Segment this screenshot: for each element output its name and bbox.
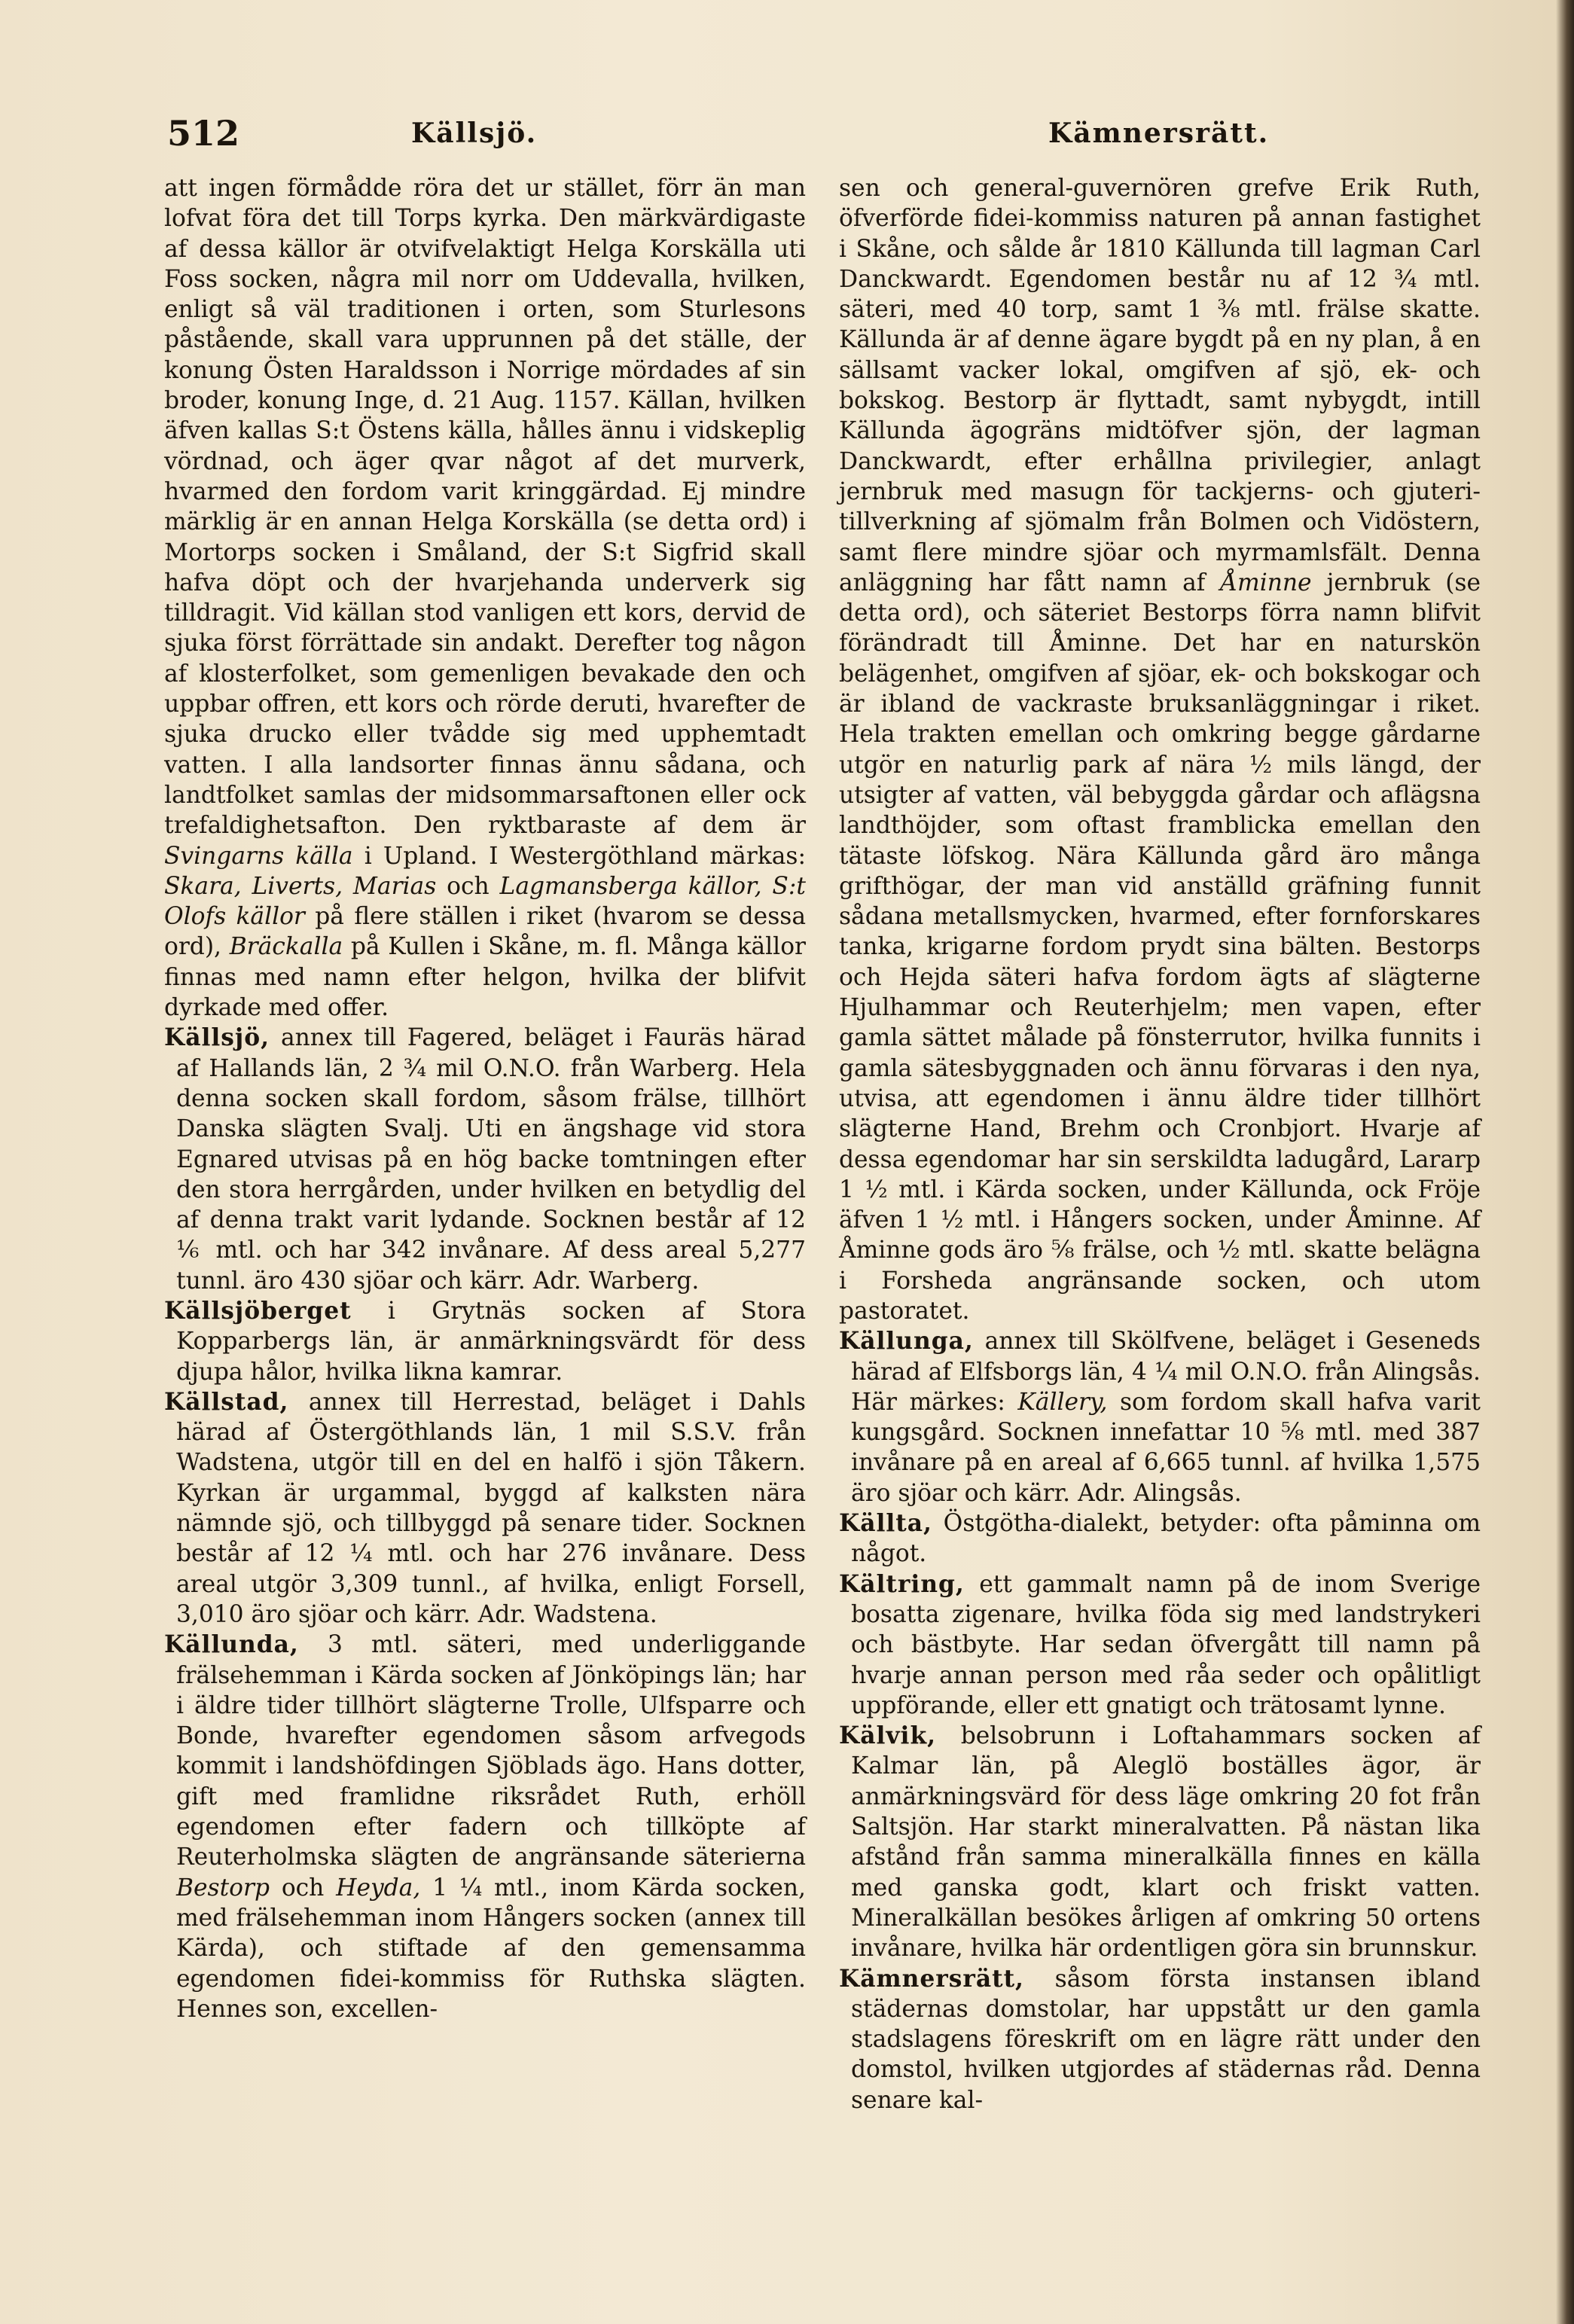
entry-text: och	[270, 1874, 337, 1902]
entry-text: och	[436, 872, 500, 900]
italic-term: Bräckalla	[229, 933, 343, 961]
dictionary-entry	[164, 1296, 806, 1387]
left-column	[164, 173, 806, 2024]
entry-text: på flere ställen i riket (hvarom se dessa ord),	[164, 903, 806, 961]
dictionary-entry	[839, 1508, 1481, 1569]
entry-headword: Källta,	[839, 1510, 932, 1538]
dictionary-entry	[839, 1569, 1481, 1721]
entry-text: 1 ¼ mtl., inom Kärda socken, med frälsehemman inom Hångers socken (annex till Kärda), och stiftade af den gemensamma egendomen fidei-kommiss för Ruthska slägten. Hennes son, excellen-	[176, 1874, 806, 2023]
right-column	[839, 173, 1481, 2115]
entry-text: såsom första instansen ibland städernas domstolar, har uppstått ur den gamla stadslagens föreskrift om en lägre rätt under den domstol, hvilken utgjordes af städernas råd. Denna senare kal-	[851, 1965, 1481, 2114]
italic-term: Lagmansberga källor, S:t Olofs källor	[164, 872, 806, 931]
entry-headword: Källstad,	[164, 1388, 289, 1416]
entry-headword: Källunga,	[839, 1328, 974, 1356]
entry-text: annex till Skölfvene, beläget i Geseneds härad af Elfsborgs län, 4 ¼ mil O.N.O. från Alingsås. Här märkes:	[851, 1328, 1481, 1416]
entry-text: på Kullen i Skåne, m. fl. Många källor finnas med namn efter helgon, hvilka der blifvit dyrkade med offer.	[164, 933, 806, 1022]
entry-headword: Kälvik,	[839, 1722, 937, 1750]
italic-term: Heyda,	[336, 1874, 421, 1902]
italic-term: Skara, Liverts, Marias	[164, 872, 437, 900]
entry-text: att ingen förmådde röra det ur stället, förr än man lofvat föra det till Torps kyrka. Den märkvärdigaste af dessa källor är otvifvelaktigt Helga Korskälla uti Foss socken, några mil norr om Uddevalla, hvilken, enligt så väl traditionen i orten, som Sturlesons påstående, skall vara upprunnen på det ställe, der konung Östen Haraldsson i Norrige mördades af sin broder, konung Inge, d. 21 Aug. 1157. Källan, hvilken äfven kallas S:t Östens källa, hålles ännu i vidskeplig vördnad, och äger qvar något af det murverk, hvarmed den fordom varit kringgärdad. Ej mindre märklig är en annan Helga Korskälla (se detta ord) i Mortorps socken i Småland, der S:t Sigfrid skall hafva döpt och der hvarjehanda underverk sig tilldragit. Vid källan stod vanligen ett kors, dervid de sjuka först förrättade sin andakt. Derefter tog någon af klosterfolket, som gemenligen bevakade den och uppbar offren, ett kors och rörde deruti, hvarefter de sjuka drucko eller tvådde sig med upphemtadt vatten. I alla landsorter finnas ännu sådana, och landtfolket samlas der midsommarsaftonen eller ock trefaldighetsafton. Den ryktbaraste af dem är	[164, 175, 806, 840]
entry-text: 3 mtl. säteri, med underliggande frälsehemman i Kärda socken af Jönköpings län; har i äldre tider tillhört slägterne Trolle, Ulfsparre och Bonde, hvarefter egendomen såsom arfvegods kommit i landshöfdingen Sjöblads ägo. Hans dotter, gift med framlidne riksrådet Ruth, erhöll egendomen efter fadern och tillköpte af Reuterholmska slägten de angränsande säterierna	[176, 1631, 806, 1871]
continued-paragraph	[164, 173, 806, 1023]
entry-text: jernbruk (se detta ord), och säteriet Bestorps förra namn blifvit förändradt till Åminne. Det har en naturskön belägenhet, omgifven af sjöar, ek- och bokskogar och är ibland de vackraste bruksanläggningar i riket. Hela trakten emellan och omkring begge gårdarne utgör en naturlig park af nära ½ mils längd, der utsigter af vatten, väl bebyggda gårdar och aflägsna landthöjder, som oftast framblicka emellan den tätaste löfskog. Nära Källunda gård äro många grifthögar, der man vid anställd gräfning funnit sådana metallsmycken, hvarmed, efter fornforskares tanka, krigarne fordom prydt sina bälten. Bestorps och Hejda säteri hafva fordom ägts af slägterne Hjulhammar och Reuterhjelm; men vapen, efter gamla sättet målade på fönsterrutor, hvilka funnits i gamla sätesbyggnaden och ännu förvaras i den nya, utvisa, att egendomen i ännu äldre tider tillhört slägterne Hand, Brehm och Cronbjort. Hvarje af dessa egendomar har sin serskildta ladugård, Lararp 1 ½ mtl. i Kärda socken, under Källunda, ock Fröje äfven 1 ½ mtl. i Hångers socken, under Åminne. Af Åminne gods äro ⅝ frälse, och ½ mtl. skatte belägna i Forsheda angränsande socken, och utom pastoratet.	[839, 569, 1481, 1325]
italic-term: Svingarns källa	[164, 842, 353, 870]
entry-headword: Källsjöberget	[164, 1297, 352, 1325]
right-catchword: Kämnersrätt.	[1048, 117, 1270, 149]
entry-headword: Kältring,	[839, 1570, 965, 1598]
entry-text: som fordom skall hafva varit kungsgård. Socknen innefattar 10 ⅝ mtl. med 387 invånare på en areal af 6,665 tunnl. af hvilka 1,575 äro sjöar och kärr. Adr. Alingsås.	[851, 1388, 1481, 1507]
page-number: 512	[167, 113, 240, 154]
entry-headword: Kämnersrätt,	[839, 1965, 1024, 1993]
entry-text: annex till Herrestad, beläget i Dahls härad af Östergöthlands län, 1 mil S.S.V. från Wadstena, utgör till en del en halfö i sjön Tåkern. Kyrkan är urgammal, byggd af kalksten nära nämnde sjö, och tillbyggd på senare tider. Socknen består af 12 ¼ mtl. och har 276 invånare. Dess areal utgör 3,309 tunnl., af hvilka, enligt Forsell, 3,010 äro sjöar och kärr. Adr. Wadstena.	[176, 1388, 806, 1628]
dictionary-entry	[164, 1387, 806, 1630]
continued-paragraph	[839, 173, 1481, 1326]
dictionary-entry	[164, 1630, 806, 2024]
entry-text: belsobrunn i Loftahammars socken af Kalmar län, på Aleglö boställes ägor, är anmärkningsvärd för dess läge omkring 20 fot från Saltsjön. Har starkt mineralvatten. På nästan lika afstånd från samma mineralkälla finnes en källa med ganska godt, klart och friskt vatten. Mineralkällan besökes årligen af omkring 50 ortens invånare, hvilka här ordentligen göra sin brunnskur.	[851, 1722, 1481, 1963]
entry-headword: Källunda,	[164, 1631, 299, 1659]
entry-text: i Upland. I Westergöthland märkas:	[352, 842, 806, 870]
entry-text: ett gammalt namn på de inom Sverige bosatta zigenare, hvilka föda sig med landstrykeri och bästbyte. Har sedan öfvergått till namn på hvarje annan person med råa seder och opålitligt uppförande, eller ett gnatigt och trätosamt lynne.	[851, 1570, 1481, 1719]
entry-headword: Källsjö,	[164, 1024, 270, 1052]
entry-text: i Grytnäs socken af Stora Kopparbergs län, är anmärkningsvärdt för dess djupa hålor, hvilka likna kamrar.	[176, 1297, 806, 1386]
dictionary-entry	[839, 1964, 1481, 2115]
italic-term: Bestorp	[176, 1874, 270, 1902]
italic-term: Åminne	[1220, 569, 1312, 596]
dictionary-entry	[164, 1023, 806, 1296]
left-catchword: Källsjö.	[411, 117, 538, 149]
dictionary-entry	[839, 1326, 1481, 1508]
entry-text: sen och general-guvernören grefve Erik Ruth, öfverförde fidei-kommiss naturen på annan fastighet i Skåne, och sålde år 1810 Källunda till lagman Carl Danckwardt. Egendomen består nu af 12 ¾ mtl. säteri, med 40 torp, samt 1 ⅜ mtl. frälse skatte. Källunda är af denne ägare bygdt på en ny plan, å en sällsamt vacker lokal, omgifven af sjö, ek- och bokskog. Bestorp är flyttadt, samt nybygdt, intill Källunda ägogräns midtöfver sjön, der lagman Danckwardt, efter erhållna privilegier, anlagt jernbruk med masugn för tackjerns- och gjuteri-tillverkning af sjömalm från Bolmen och Vidöstern, samt flere mindre sjöar och myrmamlsfält. Denna anläggning har fått namn af	[839, 175, 1481, 596]
italic-term: Källery,	[1017, 1388, 1108, 1416]
dictionary-entry	[839, 1721, 1481, 1963]
entry-text: Östgötha-dialekt, betyder: ofta påminna om något.	[851, 1510, 1481, 1568]
page-edge-shadow	[1556, 0, 1574, 2324]
entry-text: annex till Fagered, beläget i Fauräs härad af Hallands län, 2 ¾ mil O.N.O. från Warberg. Hela denna socken skall fordom, såsom frälse, tillhört Danska slägten Svalj. Uti en ängshage vid stora Egnared utvisas på en hög backe tomtningen efter den stora herrgården, under hvilken en betydlig del af denna trakt varit lydande. Socknen består af 12 ⅙ mtl. och har 342 invånare. Af dess areal 5,277 tunnl. äro 430 sjöar och kärr. Adr. Warberg.	[176, 1024, 806, 1295]
